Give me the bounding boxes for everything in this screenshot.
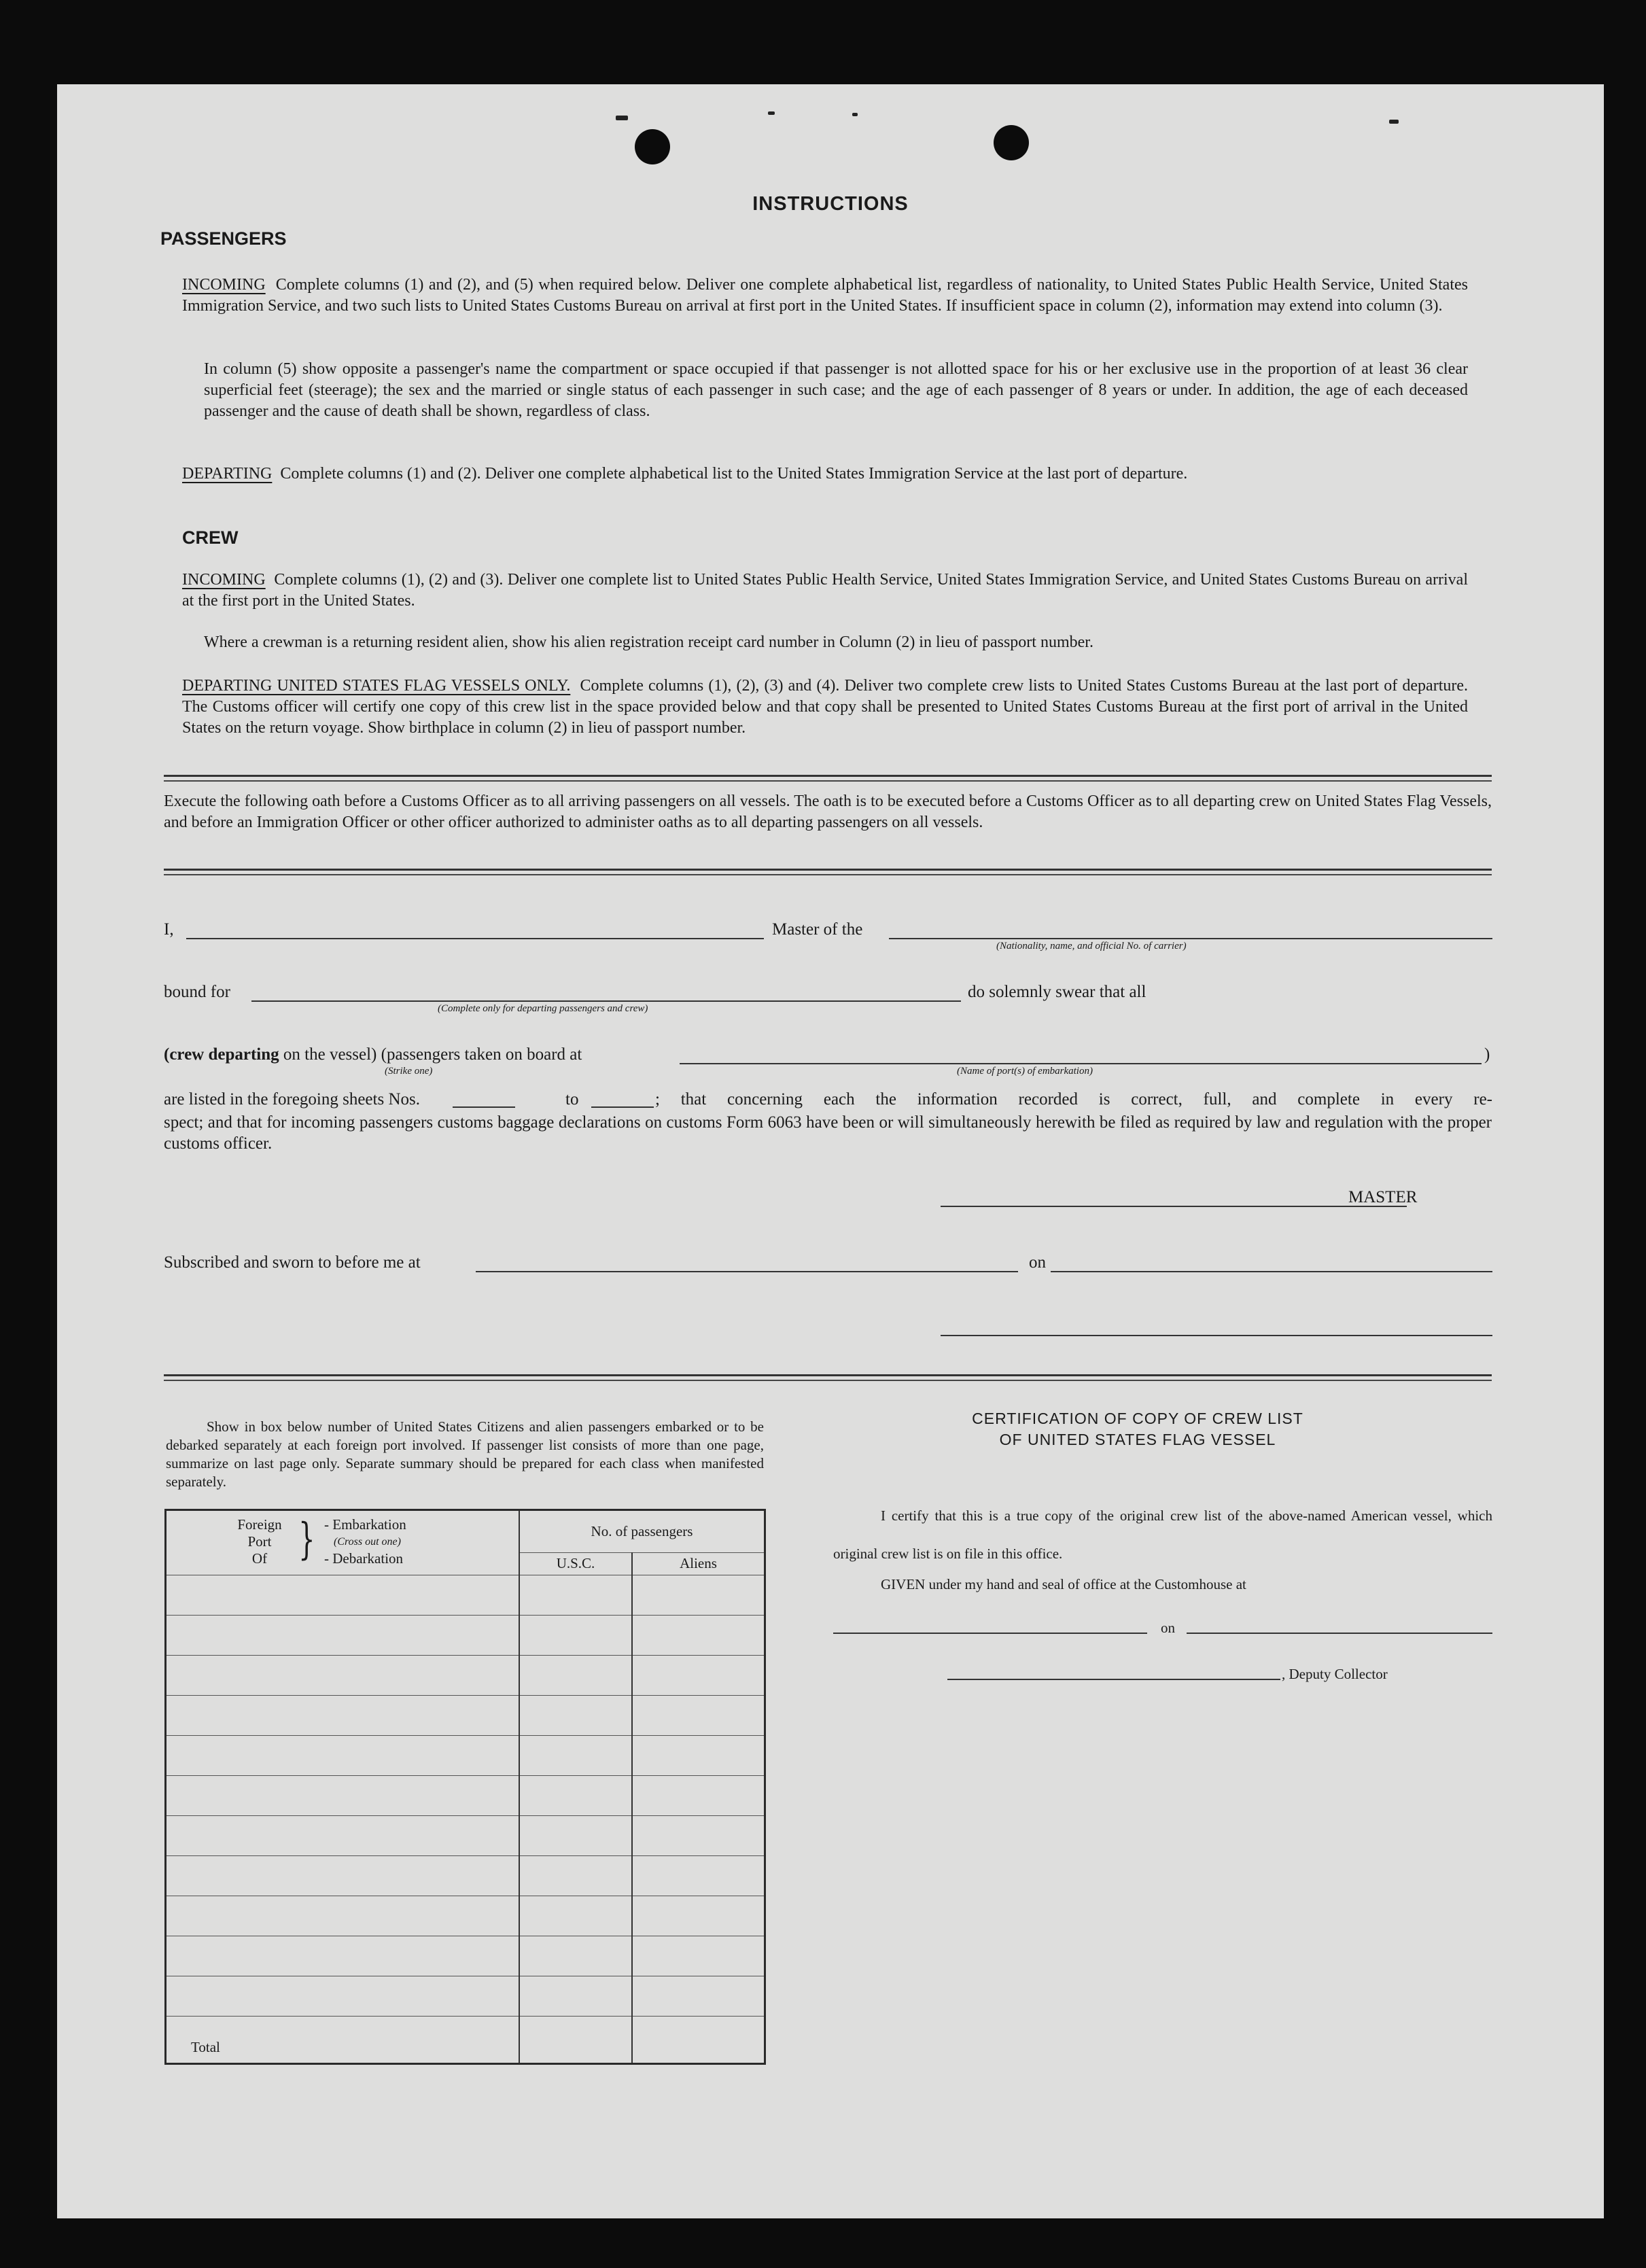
divider <box>164 869 1492 871</box>
oath-i-label: I, <box>164 920 174 939</box>
port-cell[interactable] <box>166 1976 520 2017</box>
aliens-cell[interactable] <box>632 1656 765 1696</box>
master-signature-field[interactable] <box>941 1206 1407 1207</box>
port-cell[interactable] <box>166 1896 520 1936</box>
port-label: Port <box>247 1533 272 1550</box>
certification-title-2: OF UNITED STATES FLAG VESSEL <box>999 1431 1276 1448</box>
crew-incoming-label: INCOMING <box>182 571 266 589</box>
port-note: (Name of port(s) of embarkation) <box>957 1066 1093 1077</box>
crew-passengers-line <box>164 1045 582 1064</box>
table-row <box>166 1575 765 1616</box>
aliens-cell[interactable] <box>632 1856 765 1896</box>
port-cell[interactable] <box>166 1776 520 1816</box>
master-of-the-label: Master of the <box>772 920 863 939</box>
brace-icon: } <box>298 1514 315 1565</box>
usc-cell[interactable] <box>519 1976 632 2017</box>
table-row <box>166 1976 765 2017</box>
port-cell[interactable] <box>166 1936 520 1976</box>
subscribed-place-field[interactable] <box>476 1271 1018 1272</box>
table-row <box>166 1776 765 1816</box>
aliens-cell[interactable] <box>632 1896 765 1936</box>
table-row <box>166 1736 765 1776</box>
crew-departing-rest: on the vessel) (passengers taken on board at <box>283 1045 582 1064</box>
crew-departing-us-label: DEPARTING UNITED STATES FLAG VESSELS ONLY. <box>182 677 571 695</box>
aliens-cell[interactable] <box>632 1816 765 1856</box>
passengers-incoming-label: INCOMING <box>182 276 266 294</box>
passengers-incoming-paragraph <box>182 275 1468 317</box>
usc-cell[interactable] <box>519 1575 632 1616</box>
speck <box>616 116 628 120</box>
passengers-departing-text: Complete columns (1) and (2). Deliver one complete alphabetical list to the United States Immigration Service at the last port of departure. <box>280 465 1188 483</box>
given-text: GIVEN under my hand and seal of office at the Customhouse at <box>881 1576 1246 1592</box>
port-cell[interactable] <box>166 1856 520 1896</box>
close-paren: ) <box>1484 1045 1490 1064</box>
foreign-label: Foreign <box>237 1516 282 1533</box>
swear-label: do solemnly swear that all <box>968 983 1146 1001</box>
aliens-cell[interactable] <box>632 1776 765 1816</box>
aliens-cell[interactable] <box>632 1976 765 2017</box>
debarkation-label: - Debarkation <box>324 1550 404 1567</box>
bound-for-note: (Complete only for departing passengers and crew) <box>438 1003 648 1014</box>
table-row <box>166 1696 765 1736</box>
officer-signature-field[interactable] <box>941 1335 1492 1336</box>
carrier-field[interactable] <box>889 938 1492 939</box>
binder-hole-right <box>994 125 1029 160</box>
sheets-label-b: ; that concerning each the information recorded is correct, full, and complete in every re- <box>655 1090 1492 1109</box>
table-row <box>166 1856 765 1896</box>
foreign-port-header <box>166 1510 520 1575</box>
table-row <box>166 1656 765 1696</box>
subscribed-date-field[interactable] <box>1051 1271 1492 1272</box>
port-cell[interactable] <box>166 1696 520 1736</box>
of-label: Of <box>251 1550 268 1567</box>
crew-departing-us-paragraph <box>182 676 1468 739</box>
usc-cell[interactable] <box>519 1616 632 1656</box>
usc-cell[interactable] <box>519 1856 632 1896</box>
passengers-heading: PASSENGERS <box>160 228 287 249</box>
passengers-departing-paragraph <box>182 464 1468 485</box>
usc-cell[interactable] <box>519 1696 632 1736</box>
table-row <box>166 1816 765 1856</box>
subscribed-label: Subscribed and sworn to before me at <box>164 1253 421 1272</box>
customhouse-field[interactable] <box>833 1633 1147 1634</box>
port-cell[interactable] <box>166 1575 520 1616</box>
page-title: INSTRUCTIONS <box>752 193 909 215</box>
divider <box>164 874 1492 875</box>
subscribed-on-label: on <box>1029 1253 1046 1272</box>
column5-paragraph: In column (5) show opposite a passenger's name the compartment or space occupied if that passenger is not allotted space for his or her exclusive use in the proportion of at least 36 clear superficial feet (steerage); the sex and the married or single status of each passenger in such case; and the age of each passenger of 8 years or under. In addition, the age of each deceased passenger and the cause of death shall be shown, regardless of class. <box>204 360 1468 420</box>
passenger-summary-table <box>164 1509 766 2065</box>
resident-alien-paragraph: Where a crewman is a returning resident alien, show his alien registration receipt card number in Column (2) in lieu of passport number. <box>204 633 1093 651</box>
carrier-note: (Nationality, name, and official No. of carrier) <box>996 941 1187 952</box>
usc-cell[interactable] <box>519 1736 632 1776</box>
sheets-label-c: spect; and that for incoming passengers customs baggage declarations on customs Form 6063 have been or will simultaneously herewith be filed as required by law and regulation with the proper customs officer. <box>164 1113 1492 1153</box>
certification-on-label: on <box>1161 1620 1175 1636</box>
certification-title <box>832 1408 1443 1450</box>
crew-heading: CREW <box>182 527 239 548</box>
total-usc-cell[interactable] <box>519 2017 632 2064</box>
divider <box>164 775 1492 777</box>
port-embarkation-field[interactable] <box>680 1063 1482 1064</box>
bound-for-label: bound for <box>164 983 230 1001</box>
form-sheet <box>57 84 1604 2218</box>
total-aliens-cell[interactable] <box>632 2017 765 2064</box>
master-name-field[interactable] <box>186 938 764 939</box>
deputy-signature-field[interactable] <box>947 1679 1280 1680</box>
table-row <box>166 1936 765 1976</box>
passengers-departing-label: DEPARTING <box>182 465 273 483</box>
crew-incoming-text: Complete columns (1), (2) and (3). Deliver one complete list to United States Public Health Service, United States Immigration Service, and United States Customs Bureau on arrival at the first port in the United States. <box>182 571 1469 610</box>
port-cell[interactable] <box>166 1736 520 1776</box>
certification-text: I certify that this is a true copy of the original crew list of the above-named American vessel, which original crew list is on file in this office. <box>833 1507 1492 1562</box>
aliens-header: Aliens <box>632 1552 765 1575</box>
usc-cell[interactable] <box>519 1816 632 1856</box>
usc-cell[interactable] <box>519 1936 632 1976</box>
sheet-to-field[interactable] <box>591 1106 654 1108</box>
table-row <box>166 1616 765 1656</box>
port-cell[interactable] <box>166 1656 520 1696</box>
certification-date-field[interactable] <box>1187 1633 1492 1634</box>
usc-cell[interactable] <box>519 1656 632 1696</box>
crew-departing-us-text: Complete columns (1), (2), (3) and (4). Deliver two complete crew lists to United States Customs Bureau at the last port of departure. The Customs officer will certify one copy of this crew list in the space provided below and that copy shall be presented to United States Customs Bureau at the first port of arrival in the United States on the return voyage. Show birthplace in column (2) in lieu of passport number. <box>182 677 1469 737</box>
embarkation-label: - Embarkation <box>324 1516 406 1533</box>
sheet-from-field[interactable] <box>453 1106 515 1108</box>
divider <box>164 1374 1492 1376</box>
total-row <box>166 2017 765 2064</box>
crew-departing-bold: (crew departing <box>164 1045 279 1064</box>
usc-cell[interactable] <box>519 1776 632 1816</box>
certification-title-1: CERTIFICATION OF COPY OF CREW LIST <box>972 1410 1303 1427</box>
total-label: Total <box>166 2017 520 2064</box>
port-cell[interactable] <box>166 1616 520 1656</box>
binder-hole-left <box>635 129 670 164</box>
speck <box>1389 120 1399 124</box>
usc-cell[interactable] <box>519 1896 632 1936</box>
oath-instructions: Execute the following oath before a Customs Officer as to all arriving passengers on all vessels. The oath is to be executed before a Customs Officer as to all departing crew on United States Flag Vessels, and before an Immigration Officer or other officer authorized to administer oaths as to all departing passengers on all vessels. <box>164 792 1492 831</box>
divider <box>164 1380 1492 1381</box>
speck <box>768 111 775 115</box>
divider <box>164 780 1492 782</box>
no-of-passengers-header: No. of passengers <box>519 1510 765 1553</box>
usc-header: U.S.C. <box>519 1552 632 1575</box>
cross-out-note: (Cross out one) <box>334 1536 401 1548</box>
aliens-cell[interactable] <box>632 1696 765 1736</box>
port-cell[interactable] <box>166 1816 520 1856</box>
aliens-cell[interactable] <box>632 1936 765 1976</box>
deputy-collector-label: , Deputy Collector <box>1282 1666 1388 1682</box>
strike-note: (Strike one) <box>385 1066 433 1077</box>
aliens-cell[interactable] <box>632 1736 765 1776</box>
master-label: MASTER <box>1348 1188 1418 1206</box>
aliens-cell[interactable] <box>632 1616 765 1656</box>
sheets-label-a: are listed in the foregoing sheets Nos. <box>164 1090 420 1109</box>
aliens-cell[interactable] <box>632 1575 765 1616</box>
summary-note: Show in box below number of United States Citizens and alien passengers embarked or to be debarked separately at each foreign port involved. If passenger list consists of more than one page, summarize on last page only. Separate summary should be prepared for each class when manifested separately. <box>166 1418 764 1490</box>
crew-incoming-paragraph <box>182 570 1468 612</box>
table-row <box>166 1896 765 1936</box>
speck <box>852 113 858 116</box>
bound-for-field[interactable] <box>251 1000 961 1002</box>
sheets-to-label: to <box>565 1090 579 1109</box>
passengers-incoming-text: Complete columns (1) and (2), and (5) when required below. Deliver one complete alphabetical list, regardless of nationality, to United States Public Health Service, United States Immigration Service, and two such lists to United States Customs Bureau on arrival at first port in the United States. If insufficient space in column (2), information may extend into column (3). <box>182 276 1468 315</box>
